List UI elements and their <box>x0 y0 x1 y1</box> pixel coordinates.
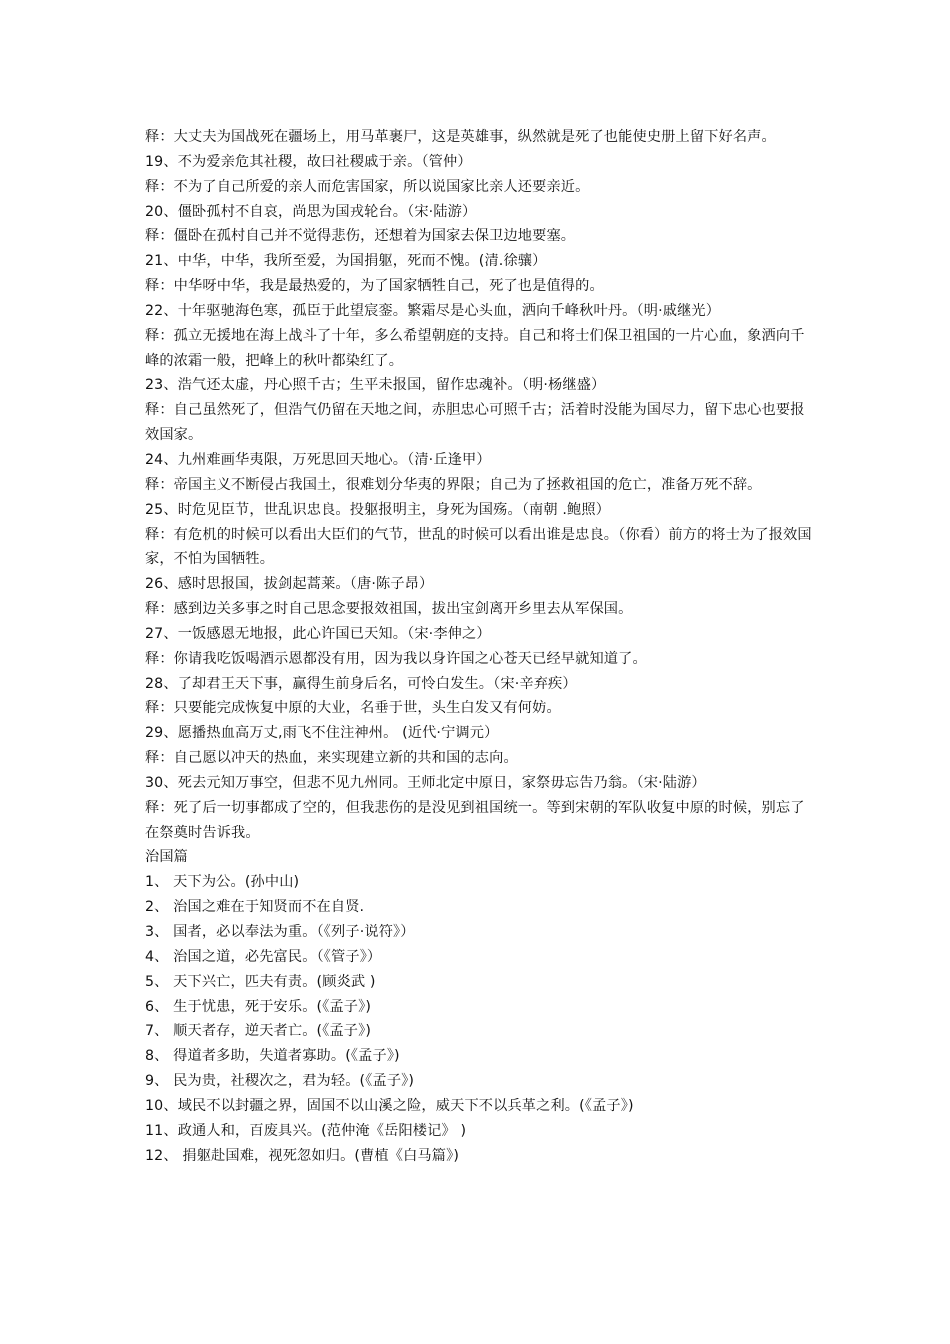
explanation-27: 释：你请我吃饭喝酒示恩都没有用，因为我以身许国之心苍天已经早就知道了。 <box>145 650 647 667</box>
governance-item-4: 4、 治国之道，必先富民。（《管子》） <box>145 948 382 965</box>
explanation-25: 释：有危机的时候可以看出大臣们的气节，世乱的时候可以看出谁是忠良。（你看）前方的将士为了报效国家，不怕为国牺牲。 <box>145 526 812 568</box>
governance-item-3: 3、 国者，必以奉法为重。（《列子·说符》） <box>145 924 415 940</box>
explanation-19: 释：不为了自己所爱的亲人而危害国家，所以说国家比亲人还要亲近。 <box>145 178 590 195</box>
governance-item-8: 8、 得道者多助，失道者寡助。(《孟子》) <box>145 1048 400 1065</box>
quote-21: 21、中华，中华，我所至爱，为国捐躯，死而不愧。(清.徐骧） <box>145 253 547 270</box>
governance-item-9: 9、 民为贵，社稷次之，君为轻。(《孟子》) <box>145 1073 415 1090</box>
explanation-20: 释：僵卧在孤村自己并不觉得悲伤，还想着为国家去保卫边地要塞。 <box>145 228 576 245</box>
governance-item-7: 7、 顺天者存，逆天者亡。(《孟子》) <box>145 1023 372 1040</box>
governance-item-10: 10、域民不以封疆之界，固国不以山溪之险，威天下不以兵革之利。(《孟子》) <box>145 1097 634 1114</box>
quote-23: 23、浩气还太虚，丹心照千古；生平未报国，留作忠魂补。（明·杨继盛） <box>145 377 606 394</box>
paragraph-explanation: 释：大丈夫为国战死在疆场上，用马革裹尸，这是英雄事，纵然就是死了也能使史册上留下好名声。 <box>145 129 776 145</box>
explanation-22: 释：孤立无援地在海上战斗了十年，多么希望朝庭的支持。自己和将士们保卫祖国的一片心血，象洒向千峰的浓霜一般，把峰上的秋叶都染红了。 <box>145 327 805 369</box>
quote-30: 30、死去元知万事空，但悲不见九州同。王师北定中原日，家祭毋忘告乃翁。（宋·陆游） <box>145 774 706 791</box>
quote-22: 22、十年驱驰海色寒，孤臣于此望宸銮。繁霜尽是心头血，洒向千峰秋叶丹。（明·戚继光） <box>145 302 721 319</box>
explanation-30: 释：死了后一切事都成了空的，但我悲伤的是没见到祖国统一。等到宋朝的军队收复中原的时候，别忘了在祭奠时告诉我。 <box>145 799 805 841</box>
document-body <box>145 125 813 1168</box>
quote-19: 19、不为爱亲危其社稷，故曰社稷戚于亲。（管仲） <box>145 153 472 170</box>
explanation-23: 释：自己虽然死了，但浩气仍留在天地之间，赤胆忠心可照千古；活着时没能为国尽力，留下忠心也要报效国家。 <box>145 402 805 444</box>
quote-24: 24、九州难画华夷限，万死思回天地心。（清·丘逢甲） <box>145 451 491 468</box>
governance-item-2: 2、 治国之难在于知贤而不在自贤. <box>145 899 365 916</box>
quote-20: 20、僵卧孤村不自哀，尚思为国戎轮台。（宋·陆游） <box>145 203 477 220</box>
governance-item-1: 1、 天下为公。(孙中山) <box>145 874 300 891</box>
quote-29: 29、愿播热血高万丈,雨飞不住注神州。 (近代·宁调元） <box>145 725 499 742</box>
section-heading: 治国篇 <box>145 849 189 866</box>
explanation-29: 释：自己愿以冲天的热血，来实现建立新的共和国的志向。 <box>145 750 518 767</box>
quote-28: 28、了却君王天下事，赢得生前身后名，可怜白发生。（宋·辛弃疾） <box>145 675 577 692</box>
quote-27: 27、一饭感恩无地报，此心许国已天知。（宋·李伸之） <box>145 625 491 642</box>
governance-item-11: 11、政通人和，百废具兴。(范仲淹《岳阳楼记》 ) <box>145 1122 467 1139</box>
quote-26: 26、感时思报国，拔剑起蒿莱。（唐·陈子昂） <box>145 576 434 593</box>
explanation-28: 释：只要能完成恢复中原的大业，名垂于世，头生白发又有何妨。 <box>145 700 561 717</box>
quote-25: 25、时危见臣节，世乱识忠良。投躯报明主，身死为国殇。（南朝 .鲍照） <box>145 501 611 518</box>
governance-item-5: 5、 天下兴亡，匹夫有责。(顾炎武 ) <box>145 973 376 990</box>
explanation-21: 释：中华呀中华，我是最热爱的，为了国家牺牲自己，死了也是值得的。 <box>145 278 604 295</box>
governance-item-6: 6、 生于忧患，死于安乐。(《孟子》) <box>145 998 372 1015</box>
explanation-26: 释：感到边关多事之时自己思念要报效祖国，拔出宝剑离开乡里去从军保国。 <box>145 601 633 618</box>
governance-item-12: 12、 捐躯赴国难，视死忽如归。(曹植《白马篇》) <box>145 1147 460 1164</box>
explanation-24: 释：帝国主义不断侵占我国土，很难划分华夷的界限；自己为了拯救祖国的危亡，准备万死不辞。 <box>145 476 762 493</box>
